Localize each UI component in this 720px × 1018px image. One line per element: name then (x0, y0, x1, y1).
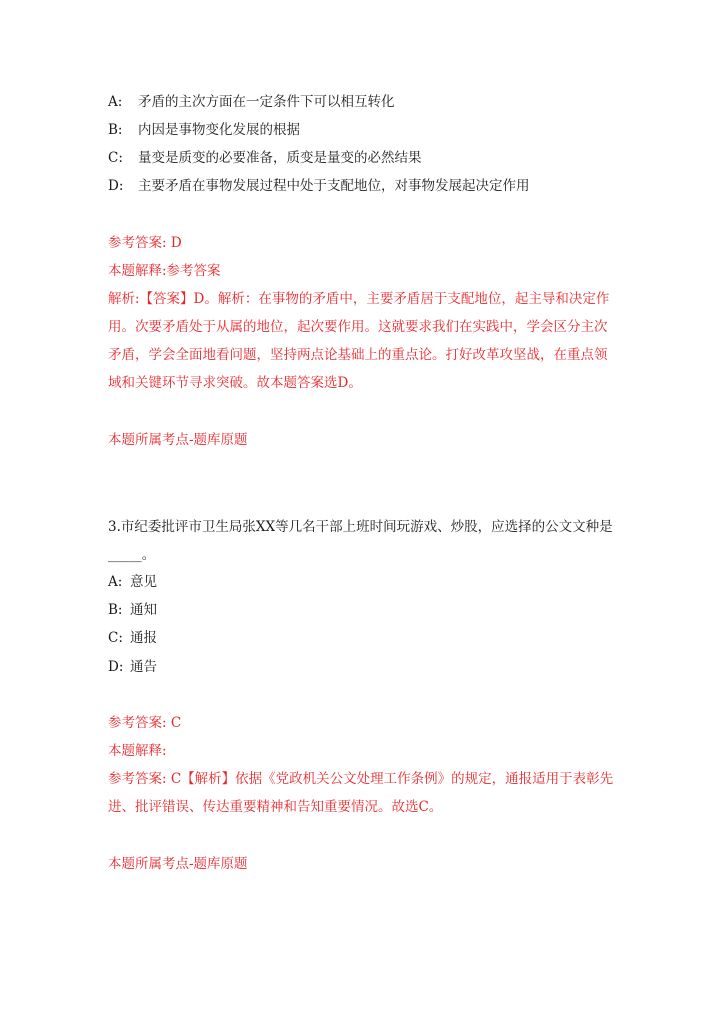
option-letter: D: (108, 178, 124, 194)
option-b (108, 120, 300, 140)
option-text: 通报 (130, 630, 157, 646)
source-label: 本题所属考点-题库原题 (108, 856, 248, 872)
option-letter: B: (108, 602, 123, 618)
answer-label: 参考答案: C (108, 715, 182, 731)
source-label: 本题所属考点-题库原题 (108, 432, 248, 448)
answer-label: 参考答案: D (108, 235, 182, 251)
option-a (108, 572, 157, 592)
option-letter: B: (108, 122, 123, 138)
explanation-title: 本题解释:参考答案 (108, 263, 221, 279)
explanation-body: 解析:【答案】D。解析：在事物的矛盾中，主要矛盾居于支配地位，起主导和决定作用。次要矛盾处于从属的地位，起次要作用。这就要求我们在实践中，学会区分主次矛盾，学会全面地看问题，坚持两点论基础上的重点论。打好改革攻坚战，在重点领域和关键环节寻求突破。故本题答案选D。 (108, 291, 610, 391)
option-b (108, 600, 157, 620)
explanation-title: 本题解释: (108, 743, 167, 759)
option-text: 通知 (130, 602, 157, 618)
option-c (108, 148, 422, 168)
option-text: 意见 (130, 574, 157, 590)
option-letter: A: (108, 94, 123, 110)
option-c (108, 628, 157, 648)
option-text: 内因是事物变化发展的根据 (138, 122, 300, 138)
option-letter: D: (108, 659, 124, 675)
option-a (108, 92, 395, 112)
option-text: 量变是质变的必要准备，质变是量变的必然结果 (138, 150, 422, 166)
option-text: 矛盾的主次方面在一定条件下可以相互转化 (138, 94, 395, 110)
option-text: 主要矛盾在事物发展过程中处于支配地位，对事物发展起决定作用 (138, 178, 530, 194)
explanation-body: 参考答案: C【解析】依据《党政机关公文处理工作条例》的规定，通报适用于表彰先进、批评错误、传达重要精神和告知重要情况。故选C。 (108, 771, 614, 815)
question-stem: 3.市纪委批评市卫生局张XX等几名干部上班时间玩游戏、炒股，应选择的公文文种是_____。 (108, 519, 613, 563)
option-d (108, 657, 157, 677)
option-text: 通告 (130, 659, 157, 675)
option-letter: C: (108, 150, 123, 166)
option-letter: C: (108, 630, 123, 646)
option-letter: A: (108, 574, 123, 590)
option-d (108, 176, 530, 196)
